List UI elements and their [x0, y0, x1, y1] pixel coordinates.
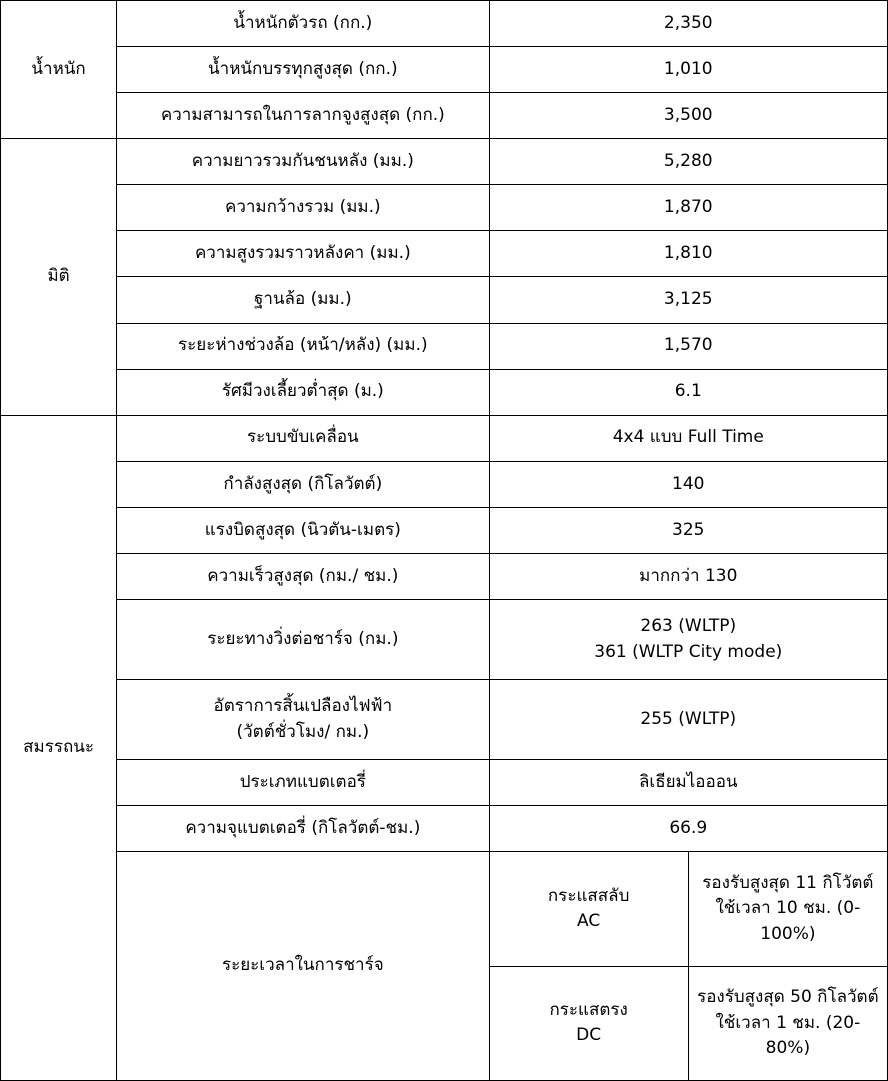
table-row: [1, 185, 888, 231]
spec-value: 1,870: [489, 185, 887, 231]
spec-label: ฐานล้อ (มม.): [117, 277, 489, 323]
table-row: [1, 47, 888, 93]
spec-value: มากกว่า 130: [489, 553, 887, 599]
spec-label: ความสูงรวมราวหลังคา (มม.): [117, 231, 489, 277]
spec-value: 5,280: [489, 139, 887, 185]
charging-type-ac: [489, 852, 688, 966]
table-row: [1, 600, 888, 680]
group-label-weight: น้ำหนัก: [1, 1, 117, 139]
charging-type-dc-line1: กระแสตรง: [549, 999, 628, 1020]
table-row: [1, 277, 888, 323]
spec-label: ความยาวรวมกันชนหลัง (มม.): [117, 139, 489, 185]
spec-label: ระยะห่างช่วงล้อ (หน้า/หลัง) (มม.): [117, 323, 489, 369]
spec-label: กำลังสูงสุด (กิโลวัตต์): [117, 461, 489, 507]
spec-value: 1,010: [489, 47, 887, 93]
table-row: [1, 415, 888, 461]
spec-value: 1,810: [489, 231, 887, 277]
charging-type-dc: [489, 966, 688, 1080]
spec-label: ระยะทางวิ่งต่อชาร์จ (กม.): [117, 600, 489, 680]
table-row: [1, 680, 888, 760]
spec-value: 66.9: [489, 806, 887, 852]
charging-value-dc: [688, 966, 887, 1080]
spec-value: 140: [489, 461, 887, 507]
spec-label-line2: (วัตต์ชั่วโมง/ กม.): [236, 721, 370, 742]
spec-value-line1: 263 (WLTP): [640, 616, 737, 637]
spec-value: 3,125: [489, 277, 887, 323]
table-row: [1, 553, 888, 599]
table-row: [1, 323, 888, 369]
spec-value: 4x4 แบบ Full Time: [489, 415, 887, 461]
table-row: [1, 139, 888, 185]
spec-label: ความจุแบตเตอรี่ (กิโลวัตต์-ชม.): [117, 806, 489, 852]
spec-value: 6.1: [489, 369, 887, 415]
group-label-performance: สมรรถนะ: [1, 415, 117, 1080]
spec-label: รัศมีวงเลี้ยวต่ำสุด (ม.): [117, 369, 489, 415]
table-row: [1, 806, 888, 852]
table-row: [1, 760, 888, 806]
charging-value-ac-line1: รองรับสูงสุด 11 กิโวัตต์: [702, 872, 874, 893]
charging-type-ac-line1: กระแสสลับ: [547, 885, 630, 906]
spec-value-line2: 361 (WLTP City mode): [594, 641, 783, 662]
table-row-charging: [1, 852, 888, 966]
table-row: [1, 93, 888, 139]
charging-value-dc-line2: ใช้เวลา 1 ชม. (20-80%): [715, 1012, 861, 1059]
charging-value-dc-line1: รองรับสูงสุด 50 กิโลวัตต์: [697, 987, 879, 1008]
charging-time-label: ระยะเวลาในการชาร์จ: [117, 852, 489, 1081]
charging-value-ac-line2: ใช้เวลา 10 ชม. (0-100%): [715, 898, 861, 944]
spec-label: ระบบขับเคลื่อน: [117, 415, 489, 461]
spec-label: ความเร็วสูงสุด (กม./ ชม.): [117, 553, 489, 599]
spec-label: ความสามารถในการลากจูงสูงสุด (กก.): [117, 93, 489, 139]
spec-value: ลิเธียมไอออน: [489, 760, 887, 806]
spec-label-line1: อัตราการสิ้นเปลืองไฟฟ้า: [213, 696, 393, 717]
spec-label: [117, 680, 489, 760]
spec-label: น้ำหนักบรรทุกสูงสุด (กก.): [117, 47, 489, 93]
charging-type-dc-line2: DC: [576, 1025, 602, 1046]
spec-value: [489, 600, 887, 680]
table-row: [1, 507, 888, 553]
spec-label: ประเภทแบตเตอรี่: [117, 760, 489, 806]
charging-type-ac-line2: AC: [577, 911, 601, 932]
table-row: [1, 1, 888, 47]
spec-value: 2,350: [489, 1, 887, 47]
spec-label: แรงบิดสูงสุด (นิวตัน-เมตร): [117, 507, 489, 553]
spec-label: น้ำหนักตัวรถ (กก.): [117, 1, 489, 47]
table-row: [1, 231, 888, 277]
group-label-dimensions: มิติ: [1, 139, 117, 415]
table-row: [1, 461, 888, 507]
charging-value-ac: [688, 852, 887, 966]
spec-value: 325: [489, 507, 887, 553]
spec-value: 1,570: [489, 323, 887, 369]
spec-value: 3,500: [489, 93, 887, 139]
spec-label: ความกว้างรวม (มม.): [117, 185, 489, 231]
table-row: [1, 369, 888, 415]
spec-value: 255 (WLTP): [489, 680, 887, 760]
